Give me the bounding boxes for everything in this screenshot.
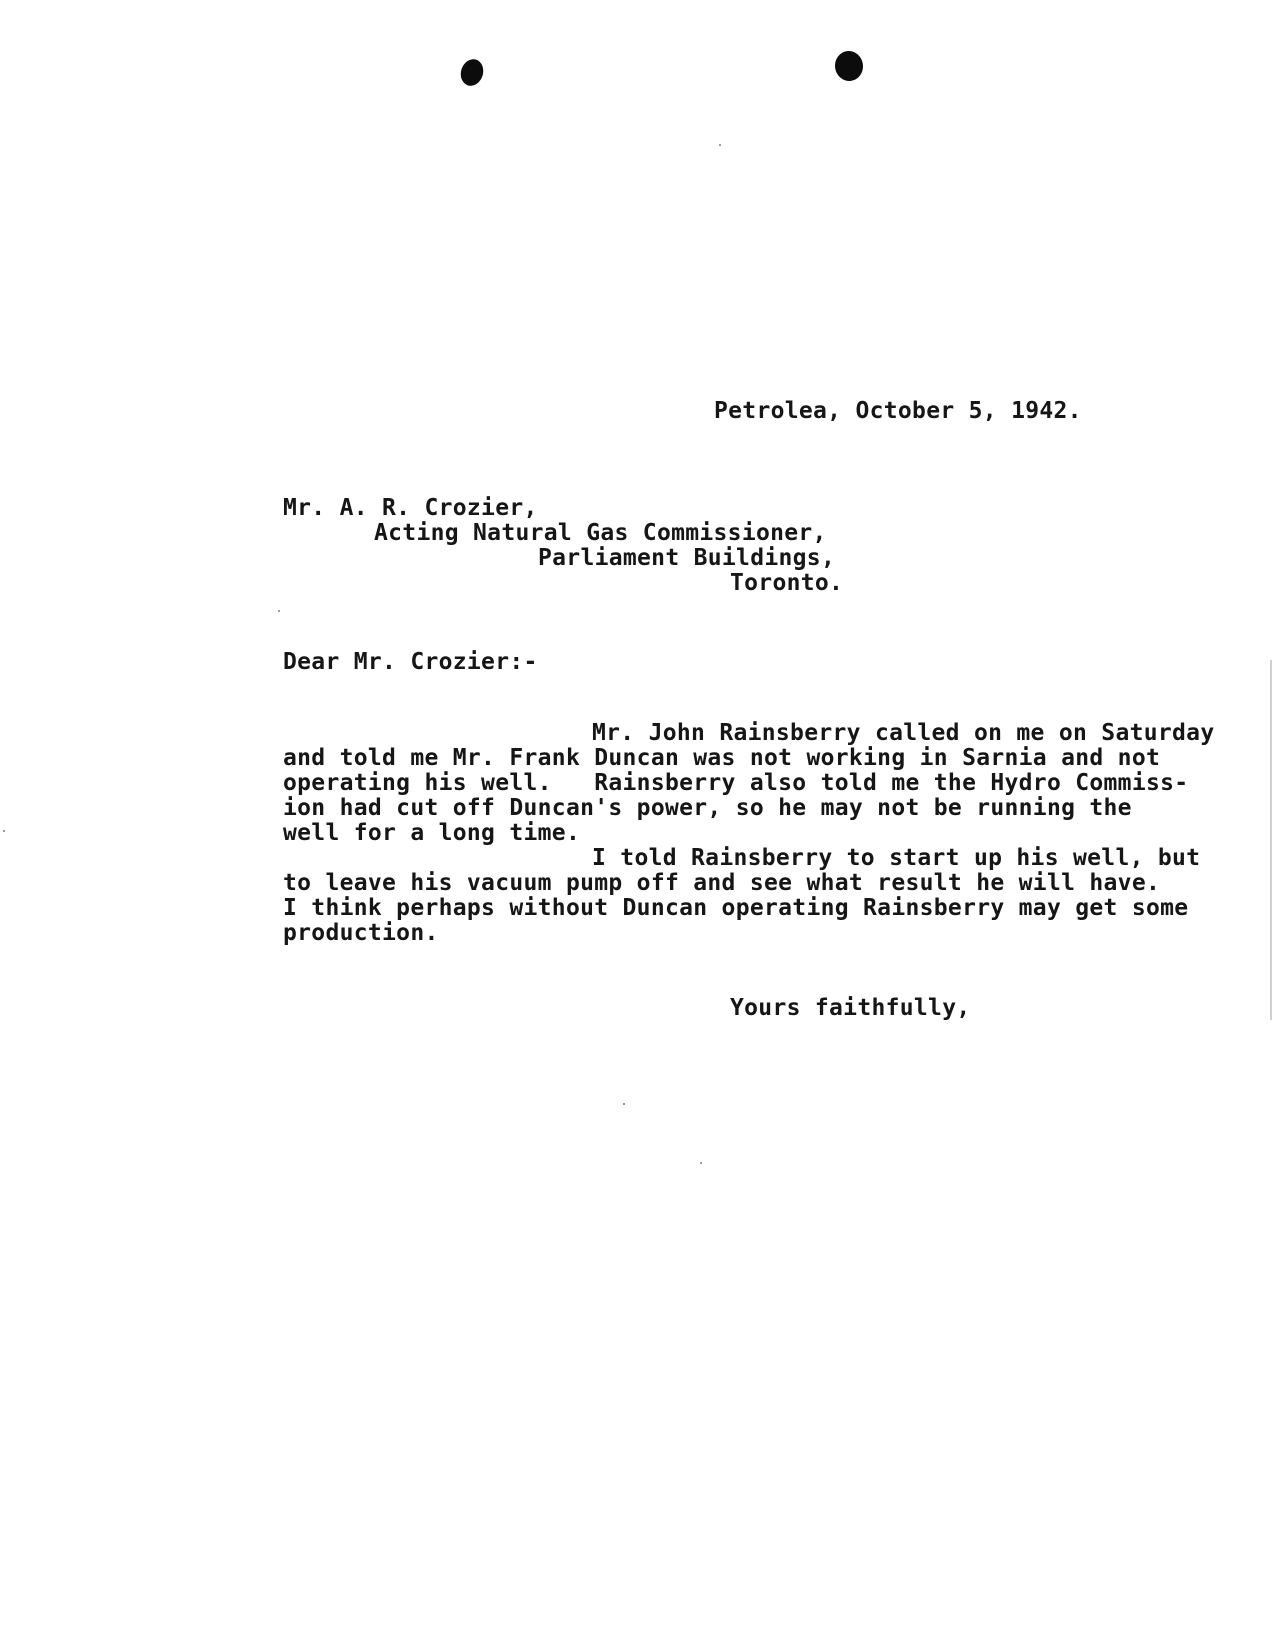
- punch-hole-right: [833, 49, 865, 83]
- paper-speck: [623, 1103, 625, 1105]
- body-line: and told me Mr. Frank Duncan was not working in Sarnia and not: [283, 745, 1161, 771]
- body-line: I think perhaps without Duncan operating Rainsberry may get some: [283, 895, 1189, 921]
- body-line: I told Rainsberry to start up his well, but: [592, 845, 1201, 871]
- paper-speck: [700, 1162, 702, 1164]
- recipient-city: Toronto.: [730, 570, 844, 596]
- body-line: production.: [283, 920, 439, 946]
- recipient-name: Mr. A. R. Crozier,: [283, 495, 538, 521]
- body-line: ion had cut off Duncan's power, so he may not be running the: [283, 795, 1132, 821]
- body-line: Mr. John Rainsberry called on me on Saturday: [592, 720, 1215, 746]
- paper-speck: [278, 610, 280, 612]
- recipient-building: Parliament Buildings,: [538, 545, 836, 571]
- body-line: operating his well. Rainsberry also told me the Hydro Commiss-: [283, 770, 1189, 796]
- paper-speck: [3, 830, 5, 832]
- paper-speck: [719, 144, 721, 146]
- recipient-title: Acting Natural Gas Commissioner,: [374, 520, 827, 546]
- letter-date: Petrolea, October 5, 1942.: [714, 398, 1082, 424]
- body-line: well for a long time.: [283, 820, 581, 846]
- punch-hole-left: [457, 56, 486, 88]
- salutation: Dear Mr. Crozier:-: [283, 649, 538, 675]
- body-line: to leave his vacuum pump off and see what result he will have.: [283, 870, 1161, 896]
- complimentary-close: Yours faithfully,: [730, 995, 971, 1021]
- scan-edge-mark: [1270, 660, 1272, 1020]
